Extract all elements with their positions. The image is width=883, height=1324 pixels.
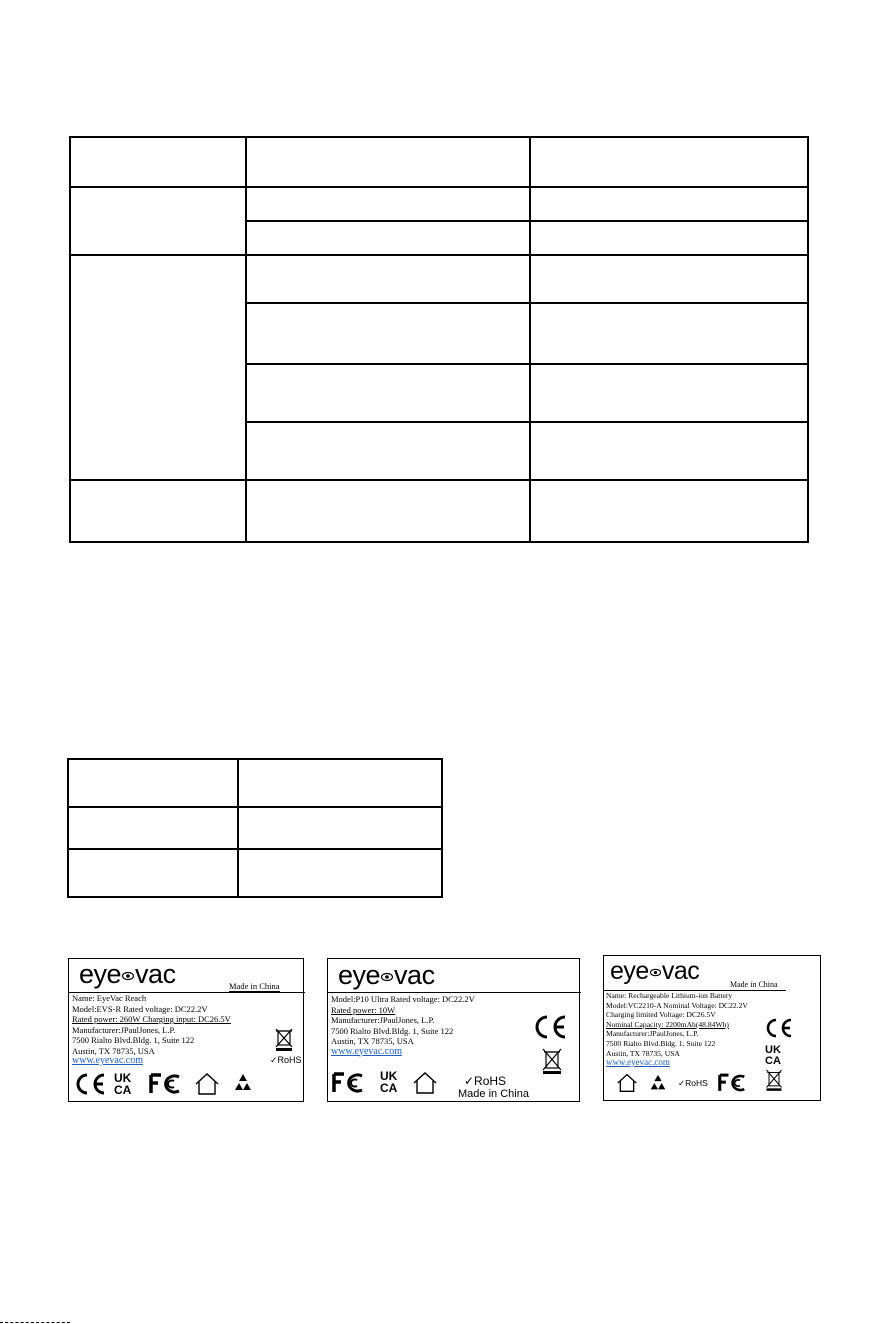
label-line: Charging limited Voltage: DC26.5V bbox=[606, 1010, 716, 1020]
indoor-use-icon bbox=[616, 1073, 638, 1093]
weee-bin-icon bbox=[273, 1027, 295, 1051]
table-cell bbox=[246, 303, 530, 364]
spec-table-main bbox=[69, 136, 809, 543]
recycle-icon bbox=[232, 1072, 254, 1094]
label-info bbox=[331, 994, 475, 1057]
uk-text: UK bbox=[765, 1044, 781, 1056]
table-cell bbox=[238, 807, 442, 849]
table-cell bbox=[68, 849, 238, 897]
fcc-mark-icon bbox=[718, 1073, 746, 1093]
eye-logo-icon bbox=[650, 967, 661, 978]
website-link[interactable]: www.eyevac.com bbox=[72, 1055, 143, 1066]
label-line: Austin, TX 78735, USA bbox=[331, 1036, 414, 1046]
table-cell bbox=[530, 255, 808, 303]
ukca-mark-icon bbox=[765, 1045, 781, 1067]
eye-logo-icon bbox=[122, 970, 134, 982]
table-cell bbox=[530, 221, 808, 255]
label-line: Manufacturer:JPaulJones, L.P. bbox=[72, 1024, 176, 1035]
rohs-mark: ✓RoHS bbox=[678, 1078, 708, 1088]
table-cell bbox=[246, 255, 530, 303]
spec-table-small bbox=[67, 758, 443, 898]
brand-logo: eye vac bbox=[338, 960, 435, 990]
table-cell bbox=[530, 364, 808, 422]
table-cell bbox=[70, 255, 246, 480]
made-in-text: Made in China bbox=[229, 981, 280, 991]
label-line: 7500 Rialto Blvd.Bldg. 1, Suite 122 bbox=[606, 1038, 716, 1048]
label-line: Rated power: 260W Charging input: DC26.5V bbox=[72, 1014, 231, 1024]
table-cell bbox=[238, 759, 442, 807]
table-cell bbox=[70, 480, 246, 542]
table-cell bbox=[238, 849, 442, 897]
label-line: Manufacturer:JPaulJones, L.P. bbox=[331, 1015, 435, 1025]
table-cell bbox=[68, 759, 238, 807]
fcc-mark-icon bbox=[332, 1072, 364, 1094]
uk-text: UK bbox=[380, 1069, 398, 1083]
product-label-charger bbox=[327, 958, 580, 1102]
indoor-use-icon bbox=[412, 1071, 438, 1095]
table-cell bbox=[530, 137, 808, 187]
label-line: 7500 Rialto Blvd.Bldg. 1, Suite 122 bbox=[331, 1025, 454, 1036]
weee-bin-icon bbox=[540, 1047, 564, 1075]
label-info bbox=[72, 993, 231, 1067]
label-line: Austin, TX 78735, USA bbox=[72, 1045, 155, 1056]
table-cell bbox=[246, 480, 530, 542]
product-label-vacuum bbox=[68, 958, 304, 1102]
ce-mark-icon bbox=[73, 1073, 107, 1095]
website-link[interactable]: www.eyevac.com bbox=[606, 1057, 670, 1068]
table-cell bbox=[70, 137, 246, 187]
label-line: Rated power: 10W bbox=[331, 1004, 396, 1015]
recycle-icon bbox=[648, 1073, 668, 1093]
label-line: 7500 Rialto Blvd.Bldg. 1, Suite 122 bbox=[72, 1035, 195, 1045]
table-cell bbox=[530, 187, 808, 221]
label-line: Model:VC2210-A Nominal Voltage: DC22.2V bbox=[606, 1000, 748, 1010]
rohs-mark: ✓RoHS bbox=[270, 1055, 302, 1065]
table-cell bbox=[246, 187, 530, 221]
label-line: Model:EVS-R Rated voltage: DC22.2V bbox=[72, 1003, 208, 1014]
label-line: Austin, TX 78735, USA bbox=[606, 1048, 680, 1058]
table-cell bbox=[246, 137, 530, 187]
table-cell bbox=[530, 422, 808, 480]
label-line: Name: EyeVac Reach bbox=[72, 993, 147, 1003]
label-line: Model:P10 Ultra Rated voltage: DC22.2V bbox=[331, 994, 475, 1004]
table-cell bbox=[530, 303, 808, 364]
indoor-use-icon bbox=[194, 1072, 220, 1096]
label-line: Manufacturer:JPaulJones, L.P. bbox=[606, 1029, 699, 1039]
ca-text: CA bbox=[765, 1055, 781, 1067]
made-in-text: Made in China bbox=[730, 980, 778, 989]
page-edge-rule bbox=[0, 1322, 70, 1323]
table-cell bbox=[530, 480, 808, 542]
uk-text: UK bbox=[114, 1071, 132, 1085]
ca-text: CA bbox=[380, 1081, 398, 1095]
made-in-text: Made in China bbox=[458, 1088, 529, 1100]
label-info bbox=[606, 991, 748, 1068]
ce-mark-icon bbox=[532, 1015, 568, 1039]
ukca-mark-icon bbox=[114, 1072, 131, 1096]
fcc-mark-icon bbox=[149, 1073, 181, 1095]
ukca-mark-icon bbox=[380, 1070, 397, 1094]
brand-logo: eye vac bbox=[610, 957, 700, 985]
label-line: Nominal Capacity: 2200mAh(48.84Wh) bbox=[606, 1019, 729, 1029]
ca-text: CA bbox=[114, 1083, 132, 1097]
label-line: Name: Rechargeable Lithium-ion Battery bbox=[606, 991, 733, 1000]
rohs-mark: ✓RoHS bbox=[464, 1074, 507, 1088]
table-cell bbox=[68, 807, 238, 849]
eye-logo-icon bbox=[381, 971, 393, 983]
table-cell bbox=[246, 364, 530, 422]
weee-bin-icon bbox=[764, 1068, 784, 1092]
website-link[interactable]: www.eyevac.com bbox=[331, 1045, 402, 1057]
ce-mark-icon bbox=[764, 1018, 794, 1038]
table-cell bbox=[70, 187, 246, 255]
brand-logo: eye vac bbox=[79, 959, 176, 989]
product-label-battery bbox=[603, 955, 821, 1101]
table-cell bbox=[246, 422, 530, 480]
table-cell bbox=[246, 221, 530, 255]
